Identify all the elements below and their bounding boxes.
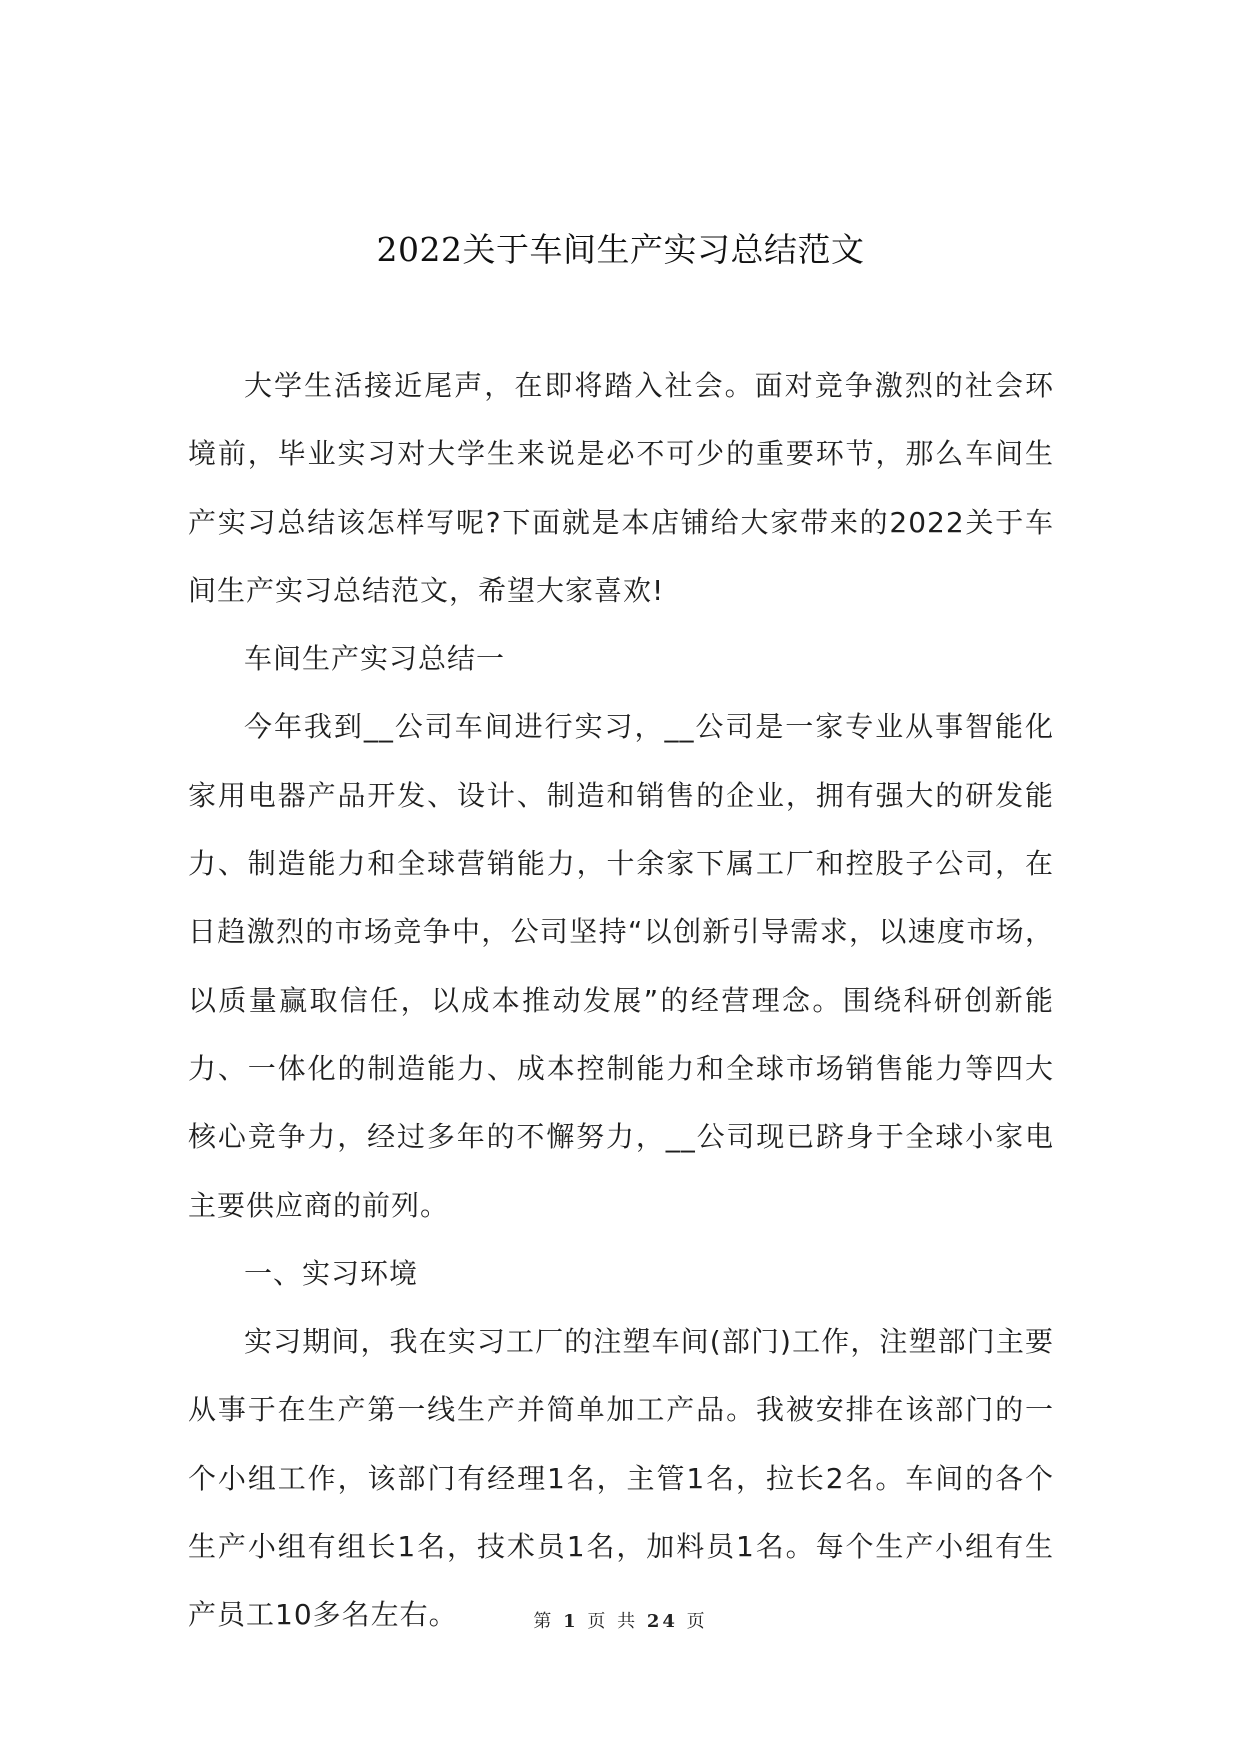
paragraph-environment: 实习期间，我在实习工厂的注塑车间(部门)工作，注塑部门主要从事于在生产第一线生产并简单加工产品。我被安排在该部门的一个小组工作，该部门有经理1名，主管1名，拉长2名。车间的各个生产小组有组长1名，技术员1名，加料员1名。每个生产小组有生产员工10多名左右。 bbox=[188, 1325, 1054, 1632]
document-body bbox=[188, 352, 1054, 1650]
section-heading-summary-one: 车间生产实习总结一 bbox=[244, 642, 506, 676]
paragraph-intro: 大学生活接近尾声，在即将踏入社会。面对竞争激烈的社会环境前，毕业实习对大学生来说是必不可少的重要环节，那么车间生产实习总结该怎样写呢?下面就是本店铺给大家带来的2022关于车间生产实习总结范文，希望大家喜欢! bbox=[188, 369, 1054, 607]
footer-total-pages: 24 bbox=[646, 1611, 678, 1632]
page-footer bbox=[0, 1607, 1241, 1633]
paragraph-company: 今年我到__公司车间进行实习，__公司是一家专业从事智能化家用电器产品开发、设计、制造和销售的企业，拥有强大的研发能力、制造能力和全球营销能力，十余家下属工厂和控股子公司，在日趋激烈的市场竞争中，公司坚持“以创新引导需求，以速度市场，以质量赢取信任，以成本推动发展”的经营理念。围绕科研创新能力、一体化的制造能力、成本控制能力和全球市场销售能力等四大核心竞争力，经过多年的不懈努力，__公司现已跻身于全球小家电主要供应商的前列。 bbox=[188, 710, 1054, 1222]
footer-prefix: 第 bbox=[533, 1611, 555, 1632]
footer-page-number: 1 bbox=[563, 1611, 579, 1632]
section-heading-environment: 一、实习环境 bbox=[244, 1256, 419, 1290]
document-title: 2022关于车间生产实习总结范文 bbox=[376, 230, 865, 269]
footer-suffix: 页 bbox=[686, 1611, 708, 1632]
footer-middle: 页 共 bbox=[587, 1611, 639, 1632]
